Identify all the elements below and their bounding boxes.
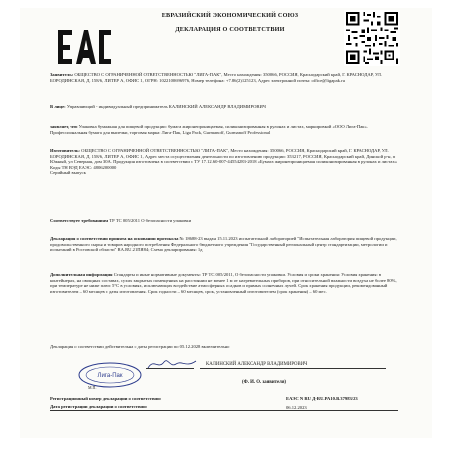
basis-label: Декларация о соответствии принята на основании протокола [50,236,179,241]
compliance-label: Соответствует требованиям [50,218,109,223]
batch-type: Серийный выпуск [50,170,86,176]
declares-text: Упаковка бумажная для пищевой продукции: бумага жиронепроницаемая, силиконизированная в рулонах и листах, маркировкой «ООО Лига-Пак». Профессиональная бумага для выпечки, торговая марка: Лига-Пак, Liga Pack, Gurmanoff, Gurmanoff Professional [50,124,368,135]
manufacturer-text: ОБЩЕСТВО С ОГРАНИЧЕННОЙ ОТВЕТСТВЕННОСТЬЮ "ЛИГА-ПАК", Место нахождения: 350066, РОССИЯ, Краснодарский край, Г. КРАСНОДАР, УЛ. БОРОДИНСКАЯ, Д. 158/6, ЛИТЕР А, ОФИС 1, Адрес места осуществления деятельности по изготовлению продукции: 353217, РОССИЯ, Краснодарский край, Динской р-н, п Южный, ул Северная, дом 30А. Продукция изготовлена в соответствии с ТУ 17.12.60-007-44554283-2018 «Бумага жиронепроницаемая силиконизированная в рулонах и листах» [50,148,398,165]
additional-block [50,272,398,294]
declares-label: заявляет, что [50,124,78,129]
registration-number: ЕАЭС N RU Д-RU.PA10.B.37983/23 [286,396,358,401]
signature-row [50,360,398,394]
signature-line [146,368,194,369]
basis-text: № 18688-23 выдан 15.11.2023 испытательной лабораторией "Испытательная лаборатория пищевой продукции, продовольственного сырья и товаров народного потребления Федерального бюджетного учреждения "Государственный региональный центр стандартизации, метрологии и испытаний в Ростовской области" RA.RU.21ПЯ84; Схема декларирования: 1д [50,236,397,253]
declares-block [50,124,398,135]
applicant-label: Заявитель: [50,72,74,77]
manufacturer-label: Изготовитель: [50,148,80,153]
represented-label: В лице: [50,104,66,109]
applicant-text: ОБЩЕСТВО С ОГРАНИЧЕННОЙ ОТВЕТСТВЕННОСТЬЮ "ЛИГА-ПАК", Место нахождения: 350066, РОССИЯ, Краснодарский край, Г. КРАСНОДАР, УЛ. БОРОДИНСКАЯ, Д. 158/6, ЛИТЕР А, ОФИС 1, ОГРН: 1022100696976, Номер телефона: +7.86(2)125123, Адрес электронной почты: office@ligapak.ru [50,72,382,83]
compliance-block [50,218,398,224]
registration-number-label: Регистрационный номер декларации о соответствии: Дата регистрации декларации о соответствии: [50,396,162,409]
document-title: ДЕКЛАРАЦИЯ О СООТВЕТСТВИИ [175,26,285,33]
represented-text: Управляющий - индивидуальный предприниматель КАЛИНСКИЙ АЛЕКСАНДР ВЛАДИМИРОВИЧ [66,104,266,109]
fio-label: (Ф. И. О. заявителя) [242,380,287,385]
company-stamp [76,360,144,390]
registration-divider [50,410,398,411]
handwritten-signature [146,356,198,372]
manufacturer-block [50,148,398,176]
signer-name: КАЛИНСКИЙ АЛЕКСАНДР ВЛАДИМИРОВИЧ [206,362,308,367]
represented-block [50,104,398,110]
eac-logo [50,16,114,80]
qr-code-icon[interactable] [344,10,400,66]
applicant-block [50,72,398,83]
basis-block [50,236,398,253]
svg-text:М.П.: М.П. [88,385,97,390]
registration-date: 06.12.2023 [286,405,307,410]
union-title: ЕВРАЗИЙСКИЙ ЭКОНОМИЧЕСКИЙ СОЮЗ [161,12,299,19]
svg-text:Лига-Пак: Лига-Пак [97,373,123,379]
name-line [200,368,386,369]
additional-text: Стандарты и иные нормативные документы: ТР ТС 005/2011, О безопасности упаковки. Условия и сроки хранения: Условия хранения: в контейнерах, на овощных составах, сухих закрытых помещениях на расстоянии не менее 1 м от нагревательных приборов, при относительной влажности воздуха не более 80%, при температуре не ниже плюс 5°С в условиях, исключающих воздействие атмосферных осадков и прямых солнечных лучей. Срок хранения продукции, рекомендованный изготовителем – 60 месяцев с даты изготовления. Срок годности – 60 месяцев, срок, установленный изготовителем (срок хранения) – 60 мес. [50,272,397,294]
validity-text: Декларация о соответствии действительна с даты регистрации по 05.12.2028 включительно [50,344,230,349]
compliance-text: ТР ТС 005/2011 О безопасности упаковки [109,218,192,223]
additional-label: Дополнительная информация [50,272,113,277]
tn-ved-codes: Коды ТН ВЭД ЕАЭС: 4806200000 [50,164,117,170]
